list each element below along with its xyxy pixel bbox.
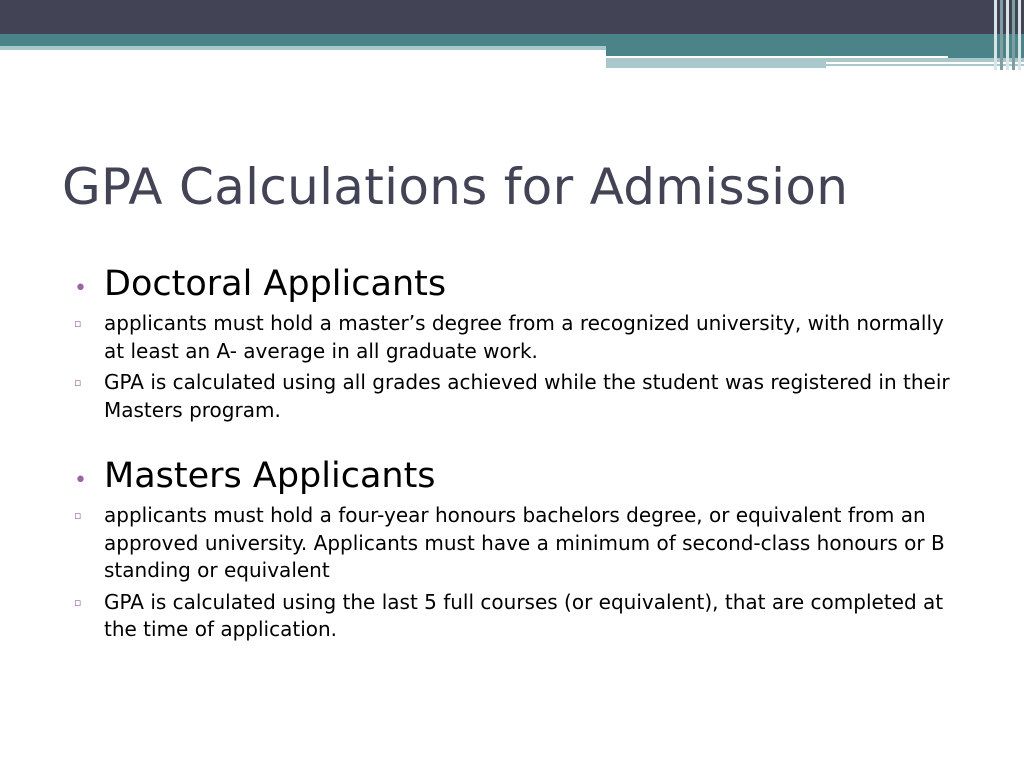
section-heading-text: Masters Applicants [104, 456, 436, 496]
header-stripe [994, 0, 997, 70]
bullet-square-icon: ▫ [74, 376, 82, 389]
bullet-square-icon: ▫ [74, 595, 82, 609]
section-heading-text: Doctoral Applicants [104, 264, 447, 304]
list-item-text: applicants must hold a master’s degree from a recognized university, with normally at least an A- average in all graduate work. [104, 311, 944, 363]
slide-body [72, 262, 972, 644]
bullet-square-icon: ▫ [74, 509, 82, 522]
header-vertical-stripes [992, 0, 1024, 70]
list-item [72, 502, 972, 585]
header-dark-band [0, 0, 1024, 34]
section-heading-masters [72, 454, 972, 498]
list-item [72, 310, 972, 365]
list-item [72, 369, 972, 424]
header-light-line-left [0, 46, 606, 50]
list-item-text: GPA is calculated using all grades achieved while the student was registered in their Masters program. [104, 370, 950, 422]
header-stripe [1012, 0, 1015, 70]
bullet-dot-icon: • [74, 276, 87, 301]
list-item-text: GPA is calculated using the last 5 full courses (or equivalent), that are completed at the time of application. [104, 589, 944, 641]
list-item [72, 589, 972, 644]
bullet-square-icon: ▫ [74, 317, 82, 330]
header-stripe [1006, 0, 1009, 70]
section-heading-doctoral [72, 262, 972, 306]
header-light-bar-bottom [606, 62, 826, 68]
slide-title: GPA Calculations for Admission [62, 158, 849, 216]
header-teal-band [0, 34, 1024, 46]
list-item-text: applicants must hold a four-year honours bachelors degree, or equivalent from an approved university. Applicants must have a minimum of second-class honours or B standing or equivalent [104, 503, 945, 582]
header-stripe [1018, 0, 1021, 70]
header-stripe [1000, 0, 1003, 70]
section-spacer [72, 424, 972, 454]
bullet-dot-icon: • [74, 468, 87, 493]
